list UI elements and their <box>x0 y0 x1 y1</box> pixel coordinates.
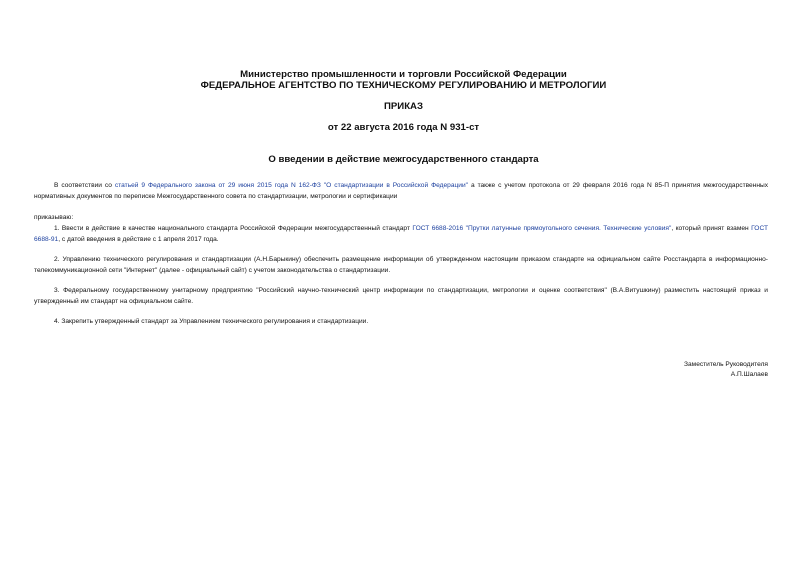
signature-position: Заместитель Руководителя <box>684 361 768 368</box>
item-1-suffix: , с датой введения в действие с 1 апреля 2017 года. <box>58 235 219 243</box>
gost-6688-2016-link[interactable]: ГОСТ 6688-2016 "Прутки латунные прямоугольного сечения. Технические условия" <box>412 225 672 232</box>
preamble-paragraph <box>34 181 768 202</box>
document-subject: О введении в действие межгосударственного стандарта <box>268 154 539 165</box>
ministry-title: Министерство промышленности и торговли Российской Федерации <box>240 69 567 80</box>
item-2-paragraph: 2. Управлению технического регулирования и стандартизации (А.Н.Барыкину) обеспечить размещение информации об утвержденном настоящим приказом стандарте на официальном сайте Росстандарта в информационно-телекоммуникационной сети "Интернет" (далее - официальный сайт) с учетом законодательства о стандартизации. <box>34 256 768 274</box>
preamble-prefix: В соответствии со <box>54 182 115 189</box>
item-1-middle: , который принят взамен <box>671 225 752 232</box>
item-4-paragraph: 4. Закрепить утвержденный стандарт за Управлением технического регулирования и стандартизации. <box>54 318 369 325</box>
federal-law-link[interactable]: статьей 9 Федерального закона от 29 июня 2015 года N 162-ФЗ "О стандартизации в Российской Федерации" <box>114 182 468 189</box>
document-date-number: от 22 августа 2016 года N 931-ст <box>327 122 480 133</box>
preamble-suffix: а также с учетом протокола от 29 февраля 2016 года N 85-П принятия межгосударственных нормативных документов по переписке Межгосударственного совета по стандартизации, метрологии и сертификации <box>34 182 769 200</box>
agency-title: ФЕДЕРАЛЬНОЕ АГЕНТСТВО ПО ТЕХНИЧЕСКОМУ РЕГУЛИРОВАНИЮ И МЕТРОЛОГИИ <box>200 80 607 91</box>
item-3-paragraph: 3. Федеральному государственному унитарному предприятию "Российский научно-технический центр информации по стандартизации, метрологии и оценке соответствия" (В.А.Витушкину) разместить настоящий приказ и утвержденный им стандарт на официальном сайте. <box>34 287 768 305</box>
document-type: ПРИКАЗ <box>384 101 423 112</box>
item-1-paragraph <box>34 224 768 245</box>
item-1-prefix: 1. Ввести в действие в качестве национального стандарта Российской Федерации межгосударственный стандарт <box>54 225 413 232</box>
order-word: приказываю: <box>34 214 74 221</box>
signature-name: А.П.Шалаев <box>730 371 768 378</box>
gost-6688-91-link[interactable]: ГОСТ 6688-91 <box>34 225 769 243</box>
